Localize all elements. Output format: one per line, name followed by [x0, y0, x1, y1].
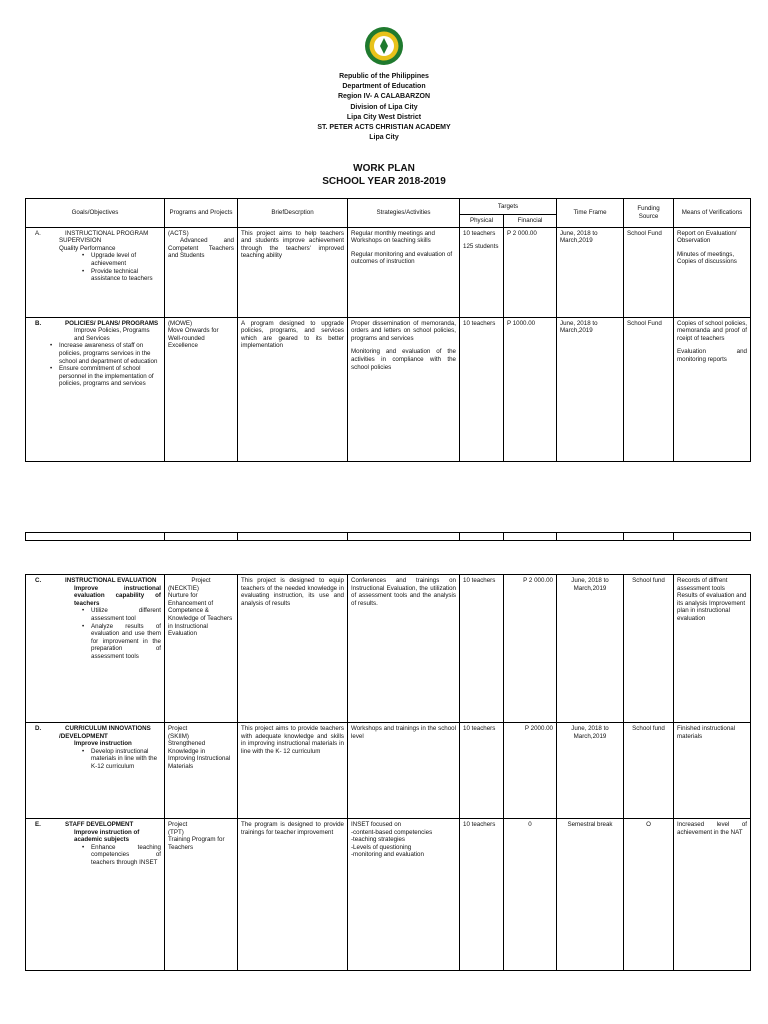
table-row-d: [26, 723, 751, 819]
goal-cell-b: [26, 317, 165, 461]
goal-bullet: • Utilize different assessment tool: [91, 607, 161, 622]
time-frame-cell: June, 2018 to March,2019: [557, 575, 624, 723]
program-code: (SKIIM): [168, 732, 189, 740]
verification-cell: Records of diffrent assessment tools Results of evaluation and its analysis Improvement plan in instructional evaluation: [674, 575, 751, 723]
header-line-republic: Republic of the Philippines: [339, 73, 429, 80]
program-cell-a: [165, 227, 238, 317]
goal-bullet: • Ensure commitment of school personnel in the implementation of policies, programs and services: [59, 365, 161, 388]
document-title: WORK PLAN: [353, 163, 415, 174]
strategy-text: Regular monthly meetings and Workshops on teaching skills: [351, 229, 435, 245]
header-programs: Programs and Projects: [165, 199, 238, 228]
financial-cell: P 1000.00: [504, 317, 557, 461]
physical-cell: 10 teachers: [460, 575, 504, 723]
time-frame-cell: Semestral break: [557, 819, 624, 971]
goal-bullet: • Develop instructional materials in line with the K-12 curriculum: [91, 748, 161, 771]
program-code: (ACTS): [168, 229, 189, 237]
goal-bullet: • Increase awareness of staff on policies, programs services in the school and department of education: [59, 342, 161, 365]
strategy-cell-a: [348, 227, 460, 317]
header-line-school: ST. PETER ACTS CHRISTIAN ACADEMY: [317, 124, 451, 132]
strategy-line: -teaching strategies: [351, 836, 405, 844]
document-title-block: [0, 162, 768, 188]
funding-cell: School Fund: [624, 317, 674, 461]
description-cell: This project is designed to equip teachers of the needed knowledge in evaluating instruction, its use and analysis of results: [238, 575, 348, 723]
goal-title: CURRICULUM INNOVATIONS /DEVELOPMENT: [59, 725, 151, 740]
program-name: Advanced and Competent Teachers and Students: [168, 237, 234, 260]
goal-title: POLICIES/ PLANS/ PROGRAMS: [65, 319, 159, 327]
goal-letter: E.: [35, 821, 41, 828]
time-frame-cell: June, 2018 to March,2019: [557, 317, 624, 461]
goal-cell-c: [26, 575, 165, 723]
header-strategies: Strategies/Activities: [348, 199, 460, 228]
header-line-division: Division of Lipa City: [350, 103, 418, 111]
goal-letter: A.: [35, 229, 41, 237]
goal-title: STAFF DEVELOPMENT: [65, 821, 134, 828]
strategy-line: -monitoring and evaluation: [351, 851, 424, 859]
header-time-frame: Time Frame: [557, 199, 624, 228]
goal-bullet: • Enhance teaching competencies of teachers through INSET: [91, 844, 161, 867]
time-frame-cell: June, 2018 to March,2019: [557, 723, 624, 819]
strategy-text: Monitoring and evaluation of the activities in compliance with the school policies: [351, 348, 456, 371]
program-label: Project: [191, 577, 211, 584]
physical-target: 125 students: [463, 243, 499, 251]
verification-cell: Increased level of achievement in the NAT: [674, 819, 751, 971]
goal-bullet: • Analyze results of evaluation and use them for improvement in the preparation of assessment tools: [91, 623, 161, 661]
table-row-c: [26, 575, 751, 723]
header-funding: Funding Source: [624, 199, 674, 228]
description-cell: A program designed to upgrade policies, programs, and services which are geared to its better implementation: [238, 317, 348, 461]
time-frame-cell: June, 2018 to March,2019: [557, 227, 624, 317]
program-name: Nurture for Enhancement of Competence & Knowledge of Teachers in Instructional Evaluation: [168, 592, 233, 638]
work-plan-table-page2: [25, 574, 751, 971]
goal-bullet: • Upgrade level of achievement: [91, 252, 161, 267]
goal-sub: Improve instruction: [74, 740, 132, 748]
goal-cell-d: [26, 723, 165, 819]
strategy-line: -content-based competencies: [351, 828, 433, 836]
work-plan-table-page1: [25, 198, 751, 462]
header-physical: Physical: [460, 215, 504, 228]
program-cell-c: [165, 575, 238, 723]
strategy-cell-e: [348, 819, 460, 971]
strategy-cell: Conferences and trainings on Instructional Evaluation, the utilization of assessment tools and the analysis of results.: [348, 575, 460, 723]
goal-letter: B.: [35, 319, 42, 327]
header-targets: Targets: [460, 199, 557, 215]
verification-text: Report on Evaluation/ Observation: [677, 229, 737, 245]
verification-cell-b: [674, 317, 751, 461]
program-name: Training Program for Teachers: [168, 836, 225, 851]
physical-cell: 10 teachers: [460, 819, 504, 971]
description-cell: The program is designed to provide trainings for teacher improvement: [238, 819, 348, 971]
program-name: Move Onwards for Well-rounded Excellence: [168, 327, 219, 350]
header-verification: Means of Verifications: [674, 199, 751, 228]
strategy-line: -Levels of questioning: [351, 843, 412, 851]
goal-cell-e: [26, 819, 165, 971]
goal-sub: Improve instruction of academic subjects: [74, 828, 140, 844]
document-header: [0, 72, 768, 143]
financial-cell: P 2 000.00: [504, 575, 557, 723]
table-row-a: [26, 227, 751, 317]
verification-cell: Finished instructional materials: [674, 723, 751, 819]
goal-title: INSTRUCTIONAL PROGRAM SUPERVISION: [59, 229, 149, 245]
strategy-cell: Workshops and trainings in the school level: [348, 723, 460, 819]
header-goals: Goals/Objectives: [26, 199, 165, 228]
goal-title: INSTRUCTIONAL EVALUATION: [65, 577, 157, 584]
financial-cell: P 2000.00: [504, 723, 557, 819]
header-line-city: Lipa City: [369, 134, 399, 142]
description-cell: This project aims to help teachers and students improve achievement through the teachers' improved teaching ability: [238, 227, 348, 317]
program-code: (TPT): [168, 828, 184, 836]
financial-cell: P 2 000.00: [504, 227, 557, 317]
header-line-region: Region IV- A CALABARZON: [337, 93, 431, 101]
table-row-e: [26, 819, 751, 971]
funding-cell: School fund: [624, 723, 674, 819]
header-description: BriefDescrption: [238, 199, 348, 228]
header-line-district: Lipa City West District: [346, 113, 422, 121]
program-code: (MOWE): [168, 319, 193, 327]
strategy-text: Regular monitoring and evaluation of outcomes of instruction: [351, 250, 453, 266]
physical-cell-a: [460, 227, 504, 317]
goal-letter: D.: [35, 725, 42, 732]
verification-text: Copies of school policies, memoranda and proof of rceipt of teachers: [677, 319, 748, 342]
header-line-department: Department of Education: [342, 83, 426, 91]
strategy-cell-b: [348, 317, 460, 461]
program-cell-b: [165, 317, 238, 461]
verification-cell-a: [674, 227, 751, 317]
physical-target: 10 teachers: [463, 229, 496, 237]
goal-sub: Improve instructional evaluation capability of teachers: [74, 584, 161, 607]
school-seal-icon: [364, 26, 404, 66]
verification-text: Minutes of meetings, Copies of discussions: [677, 250, 737, 266]
strategy-line: INSET focused on: [351, 821, 402, 828]
funding-cell: School fund: [624, 575, 674, 723]
goal-cell-a: [26, 227, 165, 317]
financial-cell: 0: [504, 819, 557, 971]
goal-sub: Improve Policies, Programs and Services: [74, 327, 150, 342]
document-subtitle: SCHOOL YEAR 2018-2019: [322, 176, 446, 187]
table-row-b: [26, 317, 751, 461]
program-code: (NECKTIE): [168, 584, 199, 592]
program-cell-e: [165, 819, 238, 971]
goal-letter: C.: [35, 577, 42, 584]
funding-cell: School Fund: [624, 227, 674, 317]
program-label: Project: [168, 821, 188, 828]
funding-cell: O: [624, 819, 674, 971]
strategy-text: Proper dissemination of memoranda, orders and letters on school policies, programs and services: [351, 319, 456, 342]
verification-text: Evaluation and monitoring reports: [677, 348, 748, 363]
program-name: Strengthened Knowledge in Improving Instructional Materials: [168, 740, 231, 770]
program-cell-d: [165, 723, 238, 819]
header-financial: Financial: [504, 215, 557, 228]
description-cell: This project aims to provide teachers with adequate knowledge and skills in improving instructional materials in line with the K- 12 curriculum: [238, 723, 348, 819]
blank-separator-row: [25, 532, 751, 541]
program-label: Project: [168, 725, 188, 732]
goal-bullet: • Provide technical assistance to teachers: [91, 268, 161, 283]
physical-cell: 10 teachers: [460, 723, 504, 819]
goal-sub: Quality Performance: [59, 244, 116, 252]
physical-cell: 10 teachers: [460, 317, 504, 461]
